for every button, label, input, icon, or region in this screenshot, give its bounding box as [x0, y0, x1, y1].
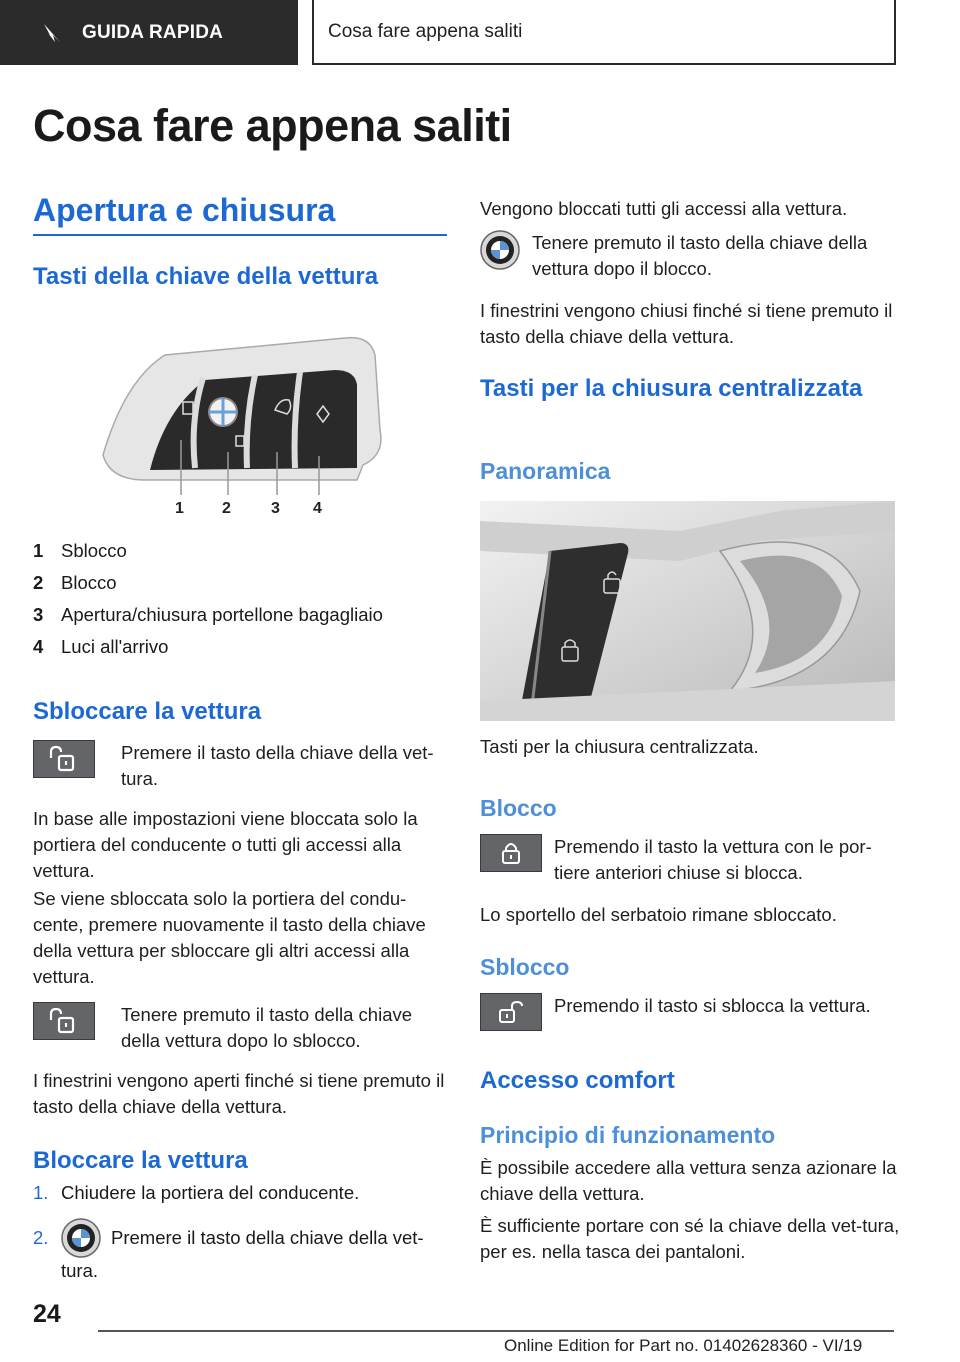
unlock-button-icon [480, 993, 542, 1031]
header-tab-label: GUIDA RAPIDA [82, 21, 224, 43]
lock-button-icon [480, 834, 542, 872]
footer-rule [98, 1330, 894, 1332]
key-label-2: 2 [222, 500, 231, 517]
paragraph-possibile: È possibile accedere alla vettura senza azionare la chiave della vettura. [480, 1157, 897, 1204]
caption-tasti-chiusura: Tasti per la chiusura centralizzata. [480, 736, 759, 757]
central-locking-illustration [480, 501, 895, 721]
step-2: 2. Premere il tasto della chiave della vet- [33, 1218, 453, 1258]
header-section-title: Cosa fare appena saliti [328, 20, 523, 42]
icon-row-tenere-sblocco [33, 1002, 448, 1054]
icon-row-tenere-blocco [480, 230, 895, 282]
paragraph-impostazioni: In base alle impostazioni viene bloccata solo la portiera del conducente o tutti gli accessi alla vettura. [33, 808, 418, 881]
heading-blocco: Blocco [480, 795, 557, 821]
key-legend [33, 535, 453, 663]
heading-sbloccare: Sbloccare la vettura [33, 698, 262, 725]
bolt-icon [40, 21, 64, 45]
list-item: 3 Apertura/chiusura portellone bagagliaio [33, 604, 383, 625]
text-tenere-sblocco: Tenere premuto il tasto della chiave della vettura dopo lo sblocco. [121, 1004, 413, 1051]
paragraph-sufficiente: È sufficiente portare con sé la chiave della vet-tura, per es. nella tasca dei pantaloni. [480, 1215, 900, 1262]
heading-apertura: Apertura e chiusura [33, 192, 336, 228]
key-fob-illustration [95, 330, 390, 520]
bmw-key-button-icon [61, 1218, 101, 1258]
text-blocco: Premendo il tasto la vettura con le por-tiere anteriori chiuse si blocca. [554, 836, 872, 883]
unlock-button-icon [33, 1002, 95, 1040]
footer-edition: Online Edition for Part no. 01402628360 - VI/19 [504, 1336, 863, 1355]
page-number: 24 [33, 1300, 61, 1328]
paragraph-finestrini-aperti: I finestrini vengono aperti finché si tiene premuto il tasto della chiave della vettura. [33, 1070, 445, 1117]
heading-principio: Principio di funzionamento [480, 1122, 776, 1148]
list-item: 1 Sblocco [33, 540, 127, 561]
step-2-continued: tura. [61, 1260, 99, 1281]
unlock-button-icon [33, 740, 95, 778]
heading-chiusura-centralizzata: Tasti per la chiusura centralizzata [480, 375, 863, 402]
text-sblocco: Premendo il tasto si sblocca la vettura. [554, 995, 871, 1016]
paragraph-vengono-bloccati: Vengono bloccati tutti gli accessi alla vettura. [480, 198, 848, 219]
page-title: Cosa fare appena saliti [33, 100, 512, 151]
heading-bloccare: Bloccare la vettura [33, 1147, 248, 1174]
paragraph-sbloccata: Se viene sbloccata solo la portiera del condu-cente, premere nuovamente il tasto della chiave della vettura per sbloccare gli altri accessi alla vettura. [33, 888, 426, 987]
heading-sblocco: Sblocco [480, 954, 570, 980]
bmw-key-button-icon [480, 230, 520, 270]
icon-row-sbloccare [33, 740, 448, 792]
icon-row-sblocco [480, 993, 895, 1031]
paragraph-sportello: Lo sportello del serbatoio rimane sbloccato. [480, 904, 837, 925]
key-label-4: 4 [313, 500, 322, 517]
heading-panoramica: Panoramica [480, 458, 611, 484]
header-section [312, 0, 896, 65]
list-item: 4 Luci all'arrivo [33, 636, 169, 657]
header-tab [0, 0, 298, 65]
heading-accesso-comfort: Accesso comfort [480, 1067, 675, 1094]
list-item: 2 Blocco [33, 572, 117, 593]
text-tenere-blocco: Tenere premuto il tasto della chiave della vettura dopo il blocco. [532, 232, 868, 279]
key-label-1: 1 [175, 500, 184, 517]
heading-rule [33, 234, 447, 236]
icon-row-blocco [480, 834, 895, 886]
text-sbloccare-icon: Premere il tasto della chiave della vet-tura. [121, 742, 434, 789]
paragraph-finestrini-chiusi: I finestrini vengono chiusi finché si tiene premuto il tasto della chiave della vettura. [480, 300, 893, 347]
step-1: 1. Chiudere la portiera del conducente. [33, 1182, 360, 1203]
heading-tasti-chiave: Tasti della chiave della vettura [33, 263, 379, 290]
key-label-3: 3 [271, 500, 280, 517]
